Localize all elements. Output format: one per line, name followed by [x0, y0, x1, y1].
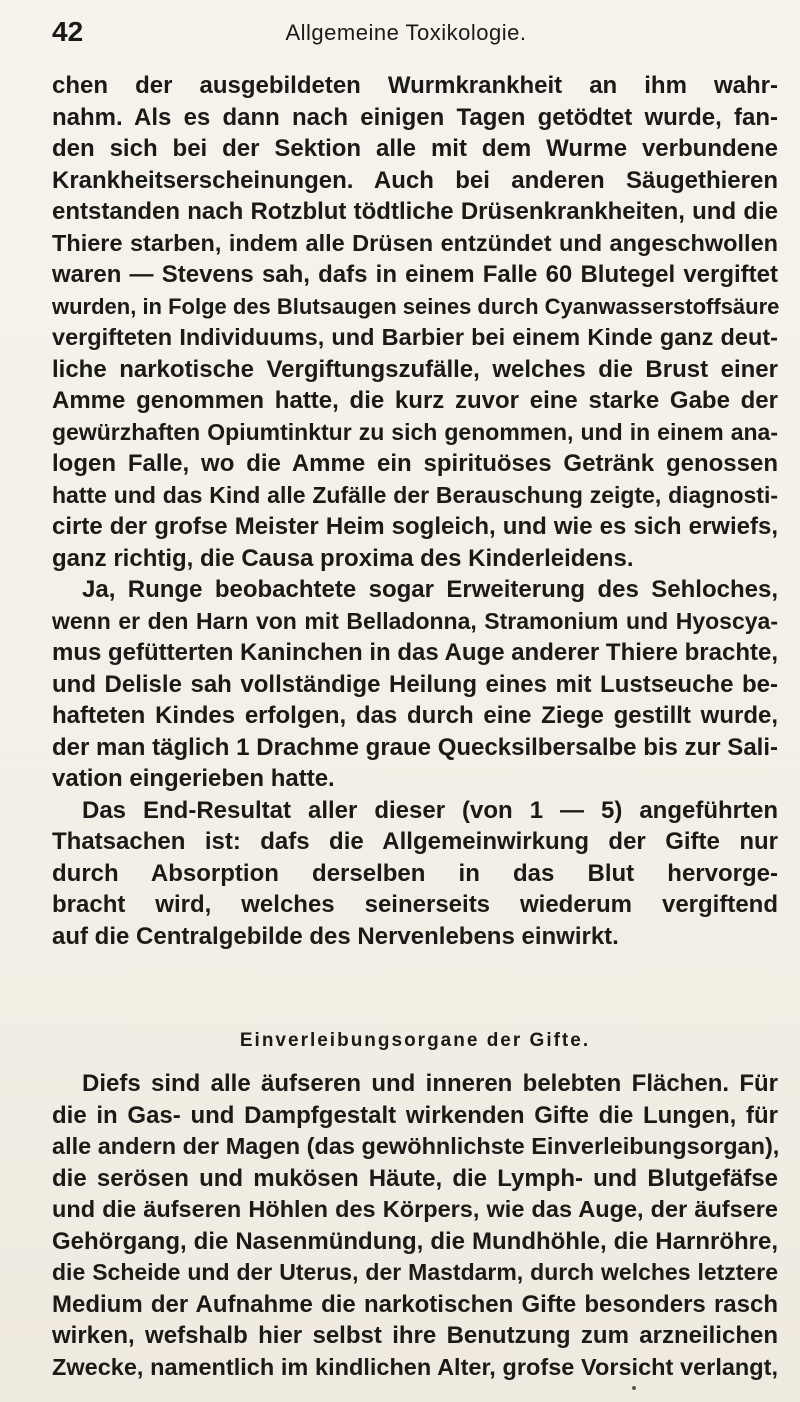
text-line: vation eingerieben hatte.	[52, 765, 335, 792]
text-line: bracht wird, welches seinerseits wiederum vergiftend	[52, 891, 778, 918]
text-line: auf die Centralgebilde des Nervenlebens einwirkt.	[52, 922, 619, 950]
text-line: die serösen und mukösen Häute, die Lymph- und Blutgefäfse	[52, 1164, 778, 1192]
text-line: der man täglich 1 Drachme graue Quecksilbersalbe bis zur Sali-	[52, 733, 778, 761]
text-line: ganz richtig, die Causa proxima des Kinderleidens.	[52, 544, 634, 572]
text-line: die in Gas- und Dampfgestalt wirkenden Gifte die Lungen, für	[52, 1101, 778, 1129]
text-line: Das End-Resultat aller dieser (von 1 — 5) angeführten	[82, 796, 778, 824]
text-line: wirken, wefshalb hier selbst ihre Benutzung zum arzneilichen	[52, 1322, 778, 1349]
page-number: 42	[52, 16, 84, 47]
text-line: wenn er den Harn von mit Belladonna, Stramonium und Hyoscya-	[52, 607, 778, 634]
text-line: Gehörgang, die Nasenmündung, die Mundhöhle, die Harnröhre,	[52, 1227, 778, 1255]
text-line: liche narkotische Vergiftungszufälle, welches die Brust einer	[52, 355, 778, 383]
text-line: Ja, Runge beobachtete sogar Erweiterung des Sehloches,	[82, 576, 778, 603]
text-line: entstanden nach Rotzblut tödtliche Drüsenkrankheiten, und die	[52, 198, 778, 225]
text-line: Krankheitserscheinungen. Auch bei anderen Säugethieren	[52, 166, 778, 194]
main-text-block	[52, 70, 778, 952]
text-line: hatte und das Kind alle Zufälle der Berauschung zeigte, diagnosti-	[52, 481, 778, 508]
text-line: waren — Stevens sah, dafs in einem Falle 60 Blutegel vergiftet	[52, 261, 778, 288]
page-header	[52, 12, 760, 52]
text-line: den sich bei der Sektion alle mit dem Wurme verbundene	[52, 135, 778, 162]
text-line: Thiere starben, indem alle Drüsen entzündet und angeschwollen	[52, 229, 778, 256]
text-line: chen der ausgebildeten Wurmkrankheit an ihm wahr-	[52, 72, 778, 99]
text-line: Thatsachen ist: dafs die Allgemeinwirkung der Gifte nur	[52, 828, 778, 855]
text-line: Amme genommen hatte, die kurz zuvor eine starke Gabe der	[52, 387, 778, 414]
text-line: durch Absorption derselben in das Blut hervorge-	[52, 859, 778, 887]
running-title: Allgemeine Toxikologie.	[285, 20, 527, 45]
text-line: logen Falle, wo die Amme ein spirituöses Getränk genossen	[52, 450, 778, 477]
text-line: wurden, in Folge des Blutsaugen seines durch Cyanwasserstoffsäure	[52, 293, 780, 319]
text-line: hafteten Kindes erfolgen, das durch eine Ziege gestillt wurde,	[52, 702, 778, 729]
text-line: und Delisle sah vollständige Heilung eines mit Lustseuche be-	[52, 670, 778, 698]
printing-speck	[632, 1386, 636, 1390]
text-line: gewürzhaften Opiumtinktur zu sich genommen, und in einem ana-	[52, 418, 778, 445]
text-line: Diefs sind alle äufseren und inneren belebten Flächen. Für	[82, 1070, 778, 1097]
text-line: nahm. Als es dann nach einigen Tagen getödtet wurde, fan-	[52, 103, 778, 131]
text-line: alle andern der Magen (das gewöhnlichste Einverleibungsorgan),	[52, 1133, 780, 1159]
text-line: vergifteten Individuums, und Barbier bei einem Kinde ganz deut-	[52, 324, 778, 350]
text-line: mus gefütterten Kaninchen in das Auge anderer Thiere brachte,	[52, 639, 778, 666]
text-line: Medium der Aufnahme die narkotischen Gifte besonders rasch	[52, 1290, 778, 1318]
text-line: Zwecke, namentlich im kindlichen Alter, grofse Vorsicht verlangt,	[52, 1353, 778, 1380]
second-text-block	[52, 1068, 778, 1383]
text-line: cirte der grofse Meister Heim sogleich, und wie es sich erwiefs,	[52, 513, 778, 540]
text-line: die Scheide und der Uterus, der Mastdarm, durch welches letztere	[52, 1259, 778, 1285]
text-line: und die äufseren Höhlen des Körpers, wie das Auge, der äufsere	[52, 1196, 778, 1222]
section-heading: Einverleibungsorgane der Gifte.	[239, 1030, 591, 1051]
